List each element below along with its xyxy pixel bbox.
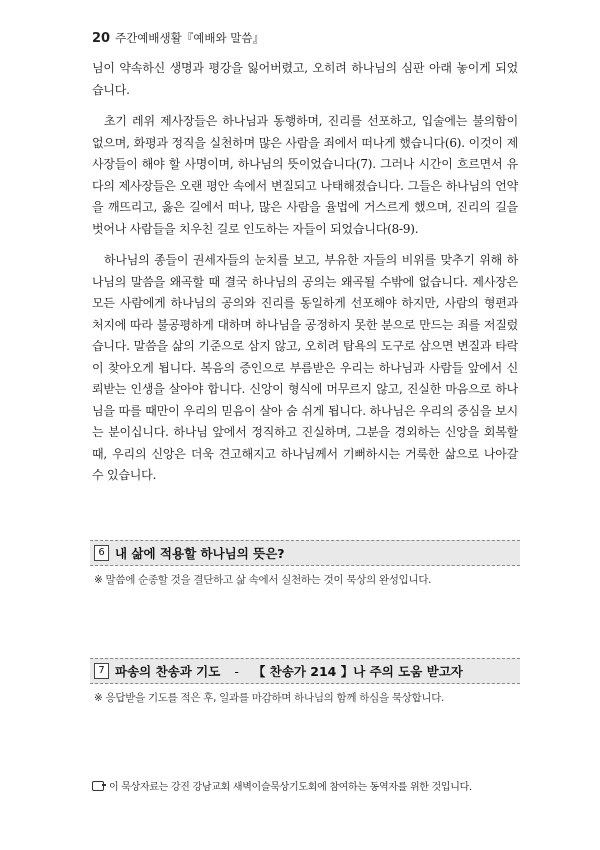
section-7-hymn: 【 찬송가 214 】나 주의 도움 받고자 xyxy=(252,664,463,679)
section-6-heading xyxy=(90,540,520,566)
footer-text: 이 묵상자료는 강진 강남교회 새벽이슬묵상기도회에 참여하는 동역자를 위한 것입니다. xyxy=(109,782,472,793)
pointing-hand-icon xyxy=(92,781,104,791)
section-7-heading xyxy=(90,658,520,684)
section-6 xyxy=(90,540,520,587)
section-6-note: ※ 말씀에 순종할 것을 결단하고 삶 속에서 실천하는 것이 묵상의 완성입니다. xyxy=(94,574,432,586)
section-7-number: 7 xyxy=(94,663,109,679)
paragraph-priests-history: 초기 레위 제사장들은 하나님과 동행하며, 진리를 선포하고, 입술에는 불의함이 없으며, 화평과 정직을 실천하며 많은 사람을 죄에서 떠나게 했습니다(6). 이것이 제사장들이 해야 할 사명이며, 하나님의 뜻이었습니다(7). 그러나 시간이 흐르면서 유다의 제사장들은 오랜 평안 속에서 변질되고 나태해졌습니다. 그들은 하나님의 언약을 깨뜨리고, 옳은 길에서 떠나, 많은 사람을 율법에 거스르게 했으며, 진리의 길을 벗어나 사람들을 치우친 길로 인도하는 자들이 되었습니다(8-9). xyxy=(92,114,518,236)
body-text xyxy=(92,58,518,487)
section-6-number: 6 xyxy=(94,545,109,561)
section-7-separator: - xyxy=(234,663,239,679)
page-number: 20 xyxy=(92,31,111,46)
paragraph-continuation: 님이 약속하신 생명과 평강을 잃어버렸고, 오히려 하나님의 심판 아래 놓이게 되었습니다. xyxy=(92,61,518,97)
page-header xyxy=(92,30,264,46)
section-6-title: 내 삶에 적용할 하나님의 뜻은? xyxy=(115,546,285,561)
page-footer xyxy=(92,778,472,793)
section-7-note: ※ 응답받을 기도를 적은 후, 일과를 마감하며 하나님의 함께 하심을 묵상합니다. xyxy=(94,692,445,704)
paragraph-application: 하나님의 종들이 권세자들의 눈치를 보고, 부유한 자들의 비위를 맞추기 위해 하나님의 말씀을 왜곡할 때 결국 하나님의 공의는 왜곡될 수밖에 없습니다. 제사장은 모든 사람에게 하나님의 공의와 진리를 동일하게 선포해야 하지만, 사람의 형편과 처지에 따라 불공평하게 대하며 하나님을 공정하지 못한 분으로 만드는 죄를 저질렀습니다. 말씀을 삶의 기준으로 삼지 않고, 오히려 탐욕의 도구로 삼으면 변질과 타락이 찾아오게 됩니다. 복음의 증인으로 부름받은 우리는 하나님과 사람들 앞에서 신뢰받는 인생을 살아야 합니다. 신앙이 형식에 머무르지 않고, 진실한 마음으로 하나님을 따를 때만이 우리의 믿음이 살아 숨 쉬게 됩니다. 하나님은 우리의 중심을 보시는 분이십니다. 하나님 앞에서 정직하고 진실하며, 그분을 경외하는 신앙을 회복할 때, 우리의 신앙은 더욱 견고해지고 하나님께서 기뻐하시는 거룩한 삶으로 나아갈 수 있습니다. xyxy=(92,253,518,482)
book-title: 주간예배생활『예배와 말씀』 xyxy=(115,31,264,45)
section-7-title: 파송의 찬송과 기도 xyxy=(115,664,221,679)
section-7 xyxy=(90,658,520,705)
